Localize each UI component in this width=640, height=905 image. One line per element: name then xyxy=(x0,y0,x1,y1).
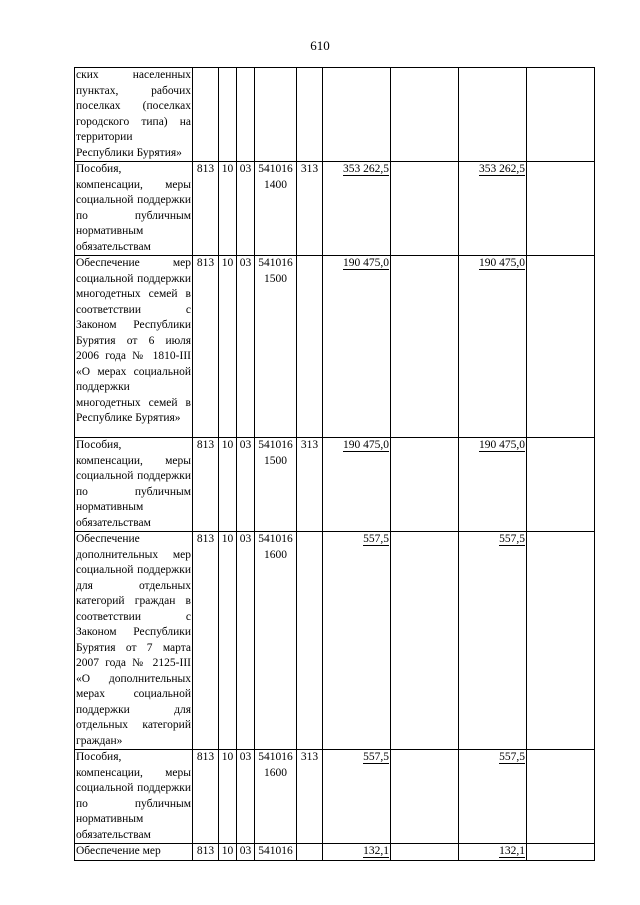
section-code-cell: 10 xyxy=(219,162,237,256)
target-item-cell: 541016 1600 xyxy=(255,750,297,844)
amount-cell xyxy=(323,68,391,162)
amount-value: 557,5 xyxy=(363,751,389,763)
empty-cell xyxy=(391,750,459,844)
amount-value: 132,1 xyxy=(363,845,389,857)
table-row xyxy=(75,532,595,750)
empty-cell xyxy=(391,68,459,162)
expense-name-cell: Пособия, компенсации, меры социальной поддержки по публичным нормативным обязательствам xyxy=(75,750,193,844)
amount-value: 190 475,0 xyxy=(343,439,389,451)
amount-cell xyxy=(323,162,391,256)
table-row xyxy=(75,162,595,256)
ministry-code-cell: 813 xyxy=(193,162,219,256)
expense-type-cell xyxy=(297,844,323,861)
amount-cell xyxy=(323,844,391,861)
amount3-cell xyxy=(527,532,595,750)
amount2-cell xyxy=(459,162,527,256)
amount2-cell xyxy=(459,532,527,750)
page-number: 610 xyxy=(310,38,330,53)
expense-name-cell: Пособия, компенсации, меры социальной поддержки по публичным нормативным обязательствам xyxy=(75,162,193,256)
amount2-cell xyxy=(459,68,527,162)
expense-type-cell xyxy=(297,532,323,750)
subsection-code-cell xyxy=(237,68,255,162)
table-row xyxy=(75,438,595,532)
subsection-code-cell: 03 xyxy=(237,438,255,532)
ministry-code-cell xyxy=(193,68,219,162)
table-row xyxy=(75,844,595,861)
target-item-cell: 541016 xyxy=(255,844,297,861)
section-code-cell: 10 xyxy=(219,438,237,532)
section-code-cell: 10 xyxy=(219,750,237,844)
amount-value: 353 262,5 xyxy=(343,163,389,175)
expense-type-cell: 313 xyxy=(297,438,323,532)
ministry-code-cell: 813 xyxy=(193,532,219,750)
amount-value: 557,5 xyxy=(363,533,389,545)
amount3-cell xyxy=(527,750,595,844)
target-item-cell xyxy=(255,68,297,162)
expense-name-cell: Обеспечение мер социальной поддержки многодетных семей в соответствии с Законом Республики Бурятия от 6 июля 2006 года № 1810-III «О мерах социальной поддержки многодетных семей в Республике Бурятия» xyxy=(75,256,193,438)
amount-value: 190 475,0 xyxy=(343,257,389,269)
ministry-code-cell: 813 xyxy=(193,256,219,438)
subsection-code-cell: 03 xyxy=(237,162,255,256)
expense-type-cell xyxy=(297,68,323,162)
empty-cell xyxy=(391,256,459,438)
amount2-cell xyxy=(459,256,527,438)
table-row xyxy=(75,750,595,844)
amount3-cell xyxy=(527,162,595,256)
amount2-value: 190 475,0 xyxy=(479,257,525,269)
amount-cell xyxy=(323,438,391,532)
expense-name-cell: Пособия, компенсации, меры социальной поддержки по публичным нормативным обязательствам xyxy=(75,438,193,532)
expense-name-cell: Обеспечение мер xyxy=(75,844,193,861)
ministry-code-cell: 813 xyxy=(193,750,219,844)
subsection-code-cell: 03 xyxy=(237,532,255,750)
expense-type-cell xyxy=(297,256,323,438)
amount-cell xyxy=(323,532,391,750)
section-code-cell: 10 xyxy=(219,532,237,750)
amount2-value: 190 475,0 xyxy=(479,439,525,451)
empty-cell xyxy=(391,532,459,750)
empty-cell xyxy=(391,162,459,256)
subsection-code-cell: 03 xyxy=(237,750,255,844)
table-row xyxy=(75,68,595,162)
table-row xyxy=(75,256,595,438)
budget-table xyxy=(74,67,595,861)
section-code-cell: 10 xyxy=(219,844,237,861)
amount2-cell xyxy=(459,750,527,844)
amount2-cell xyxy=(459,844,527,861)
ministry-code-cell: 813 xyxy=(193,438,219,532)
expense-name-cell: Обеспечение дополнительных мер социальной поддержки для отдельных категорий граждан в соответствии с Законом Республики Бурятия от 7 марта 2007 года № 2125-III «О дополнительных мерах социальной поддержки для отдельных категорий граждан» xyxy=(75,532,193,750)
ministry-code-cell: 813 xyxy=(193,844,219,861)
section-code-cell: 10 xyxy=(219,256,237,438)
amount-cell xyxy=(323,750,391,844)
amount2-value: 557,5 xyxy=(499,533,525,545)
target-item-cell: 541016 1500 xyxy=(255,256,297,438)
expense-name-cell: ских населенных пунктах, рабочих поселках (поселках городского типа) на территории Республики Бурятия» xyxy=(75,68,193,162)
subsection-code-cell: 03 xyxy=(237,844,255,861)
amount3-cell xyxy=(527,844,595,861)
target-item-cell: 541016 1400 xyxy=(255,162,297,256)
expense-type-cell: 313 xyxy=(297,162,323,256)
section-code-cell xyxy=(219,68,237,162)
amount2-value: 557,5 xyxy=(499,751,525,763)
amount3-cell xyxy=(527,438,595,532)
amount3-cell xyxy=(527,68,595,162)
amount2-value: 353 262,5 xyxy=(479,163,525,175)
amount2-value: 132,1 xyxy=(499,845,525,857)
amount-cell xyxy=(323,256,391,438)
subsection-code-cell: 03 xyxy=(237,256,255,438)
amount3-cell xyxy=(527,256,595,438)
amount2-cell xyxy=(459,438,527,532)
empty-cell xyxy=(391,438,459,532)
target-item-cell: 541016 1600 xyxy=(255,532,297,750)
expense-type-cell: 313 xyxy=(297,750,323,844)
empty-cell xyxy=(391,844,459,861)
target-item-cell: 541016 1500 xyxy=(255,438,297,532)
